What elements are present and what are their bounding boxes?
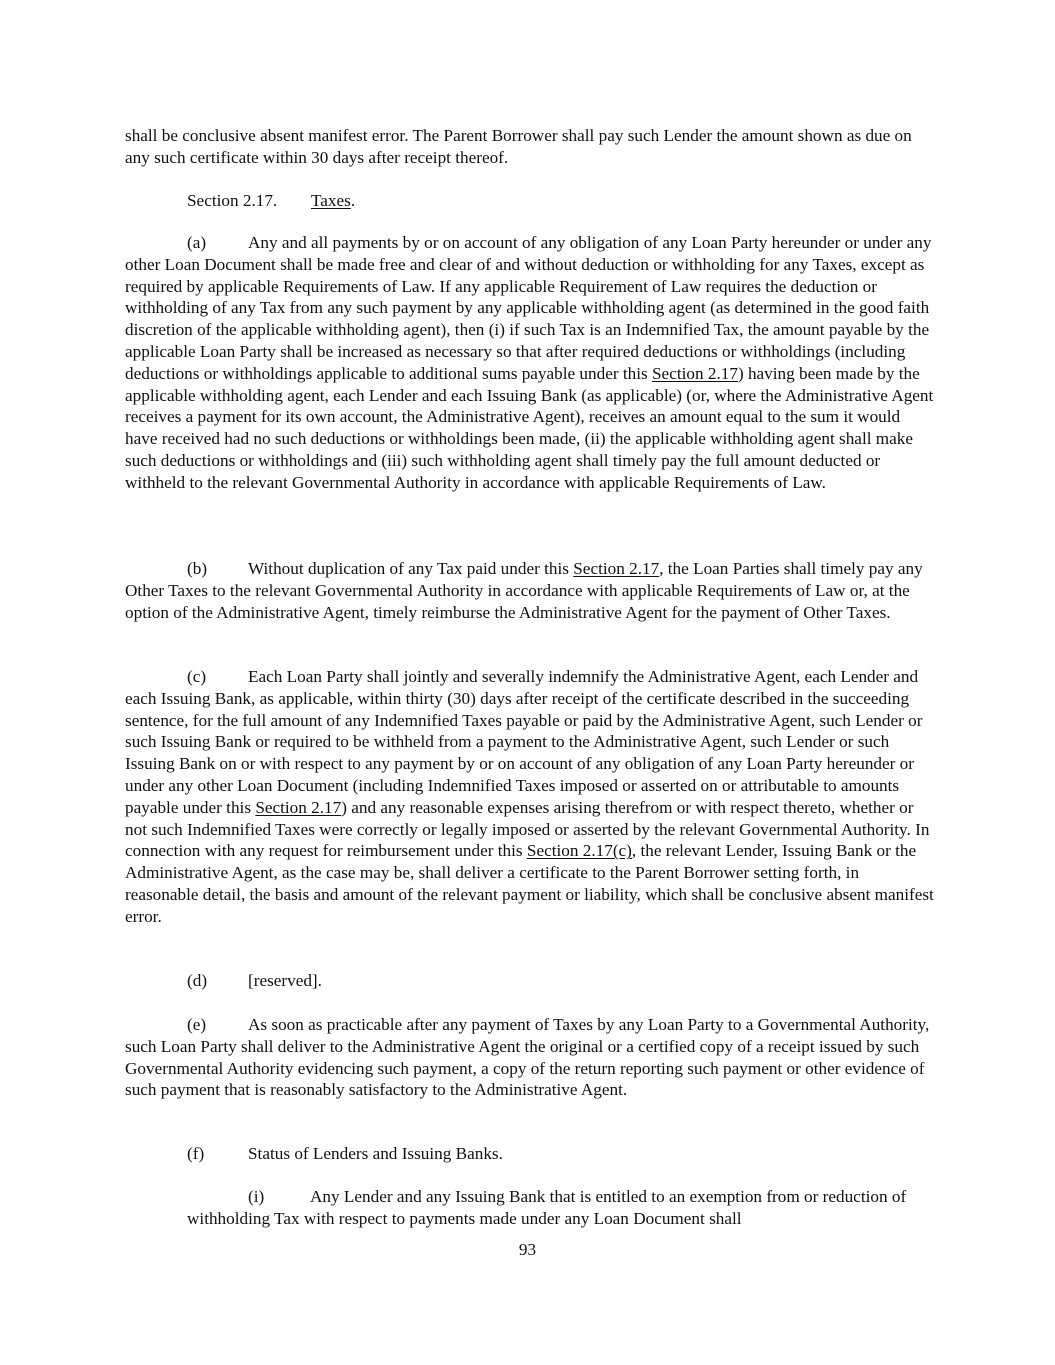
paragraph-f-i-text: Any Lender and any Issuing Bank that is entitled to an exemption from or reduction of withholding Tax with respect to payments made under any Loan Document shall bbox=[187, 1187, 907, 1228]
continuation-text: shall be conclusive absent manifest error. The Parent Borrower shall pay such Lender the amount shown as due on any such certificate within 30 days after receipt thereof. bbox=[125, 126, 912, 167]
paragraph-f-i-label: (i) bbox=[248, 1187, 265, 1206]
paragraph-f-label: (f) bbox=[187, 1144, 205, 1163]
paragraph-c-text-2: ) and any reasonable expenses arising therefrom or with respect thereto, whether or not such Indemnified Taxes were correctly or legally imposed or asserted by the relevant Governmental Authority. In connection with any request for reimbursement under this bbox=[125, 797, 930, 861]
section-2-17-reference: Section 2.17 bbox=[652, 363, 738, 383]
paragraph-e bbox=[125, 1014, 935, 1101]
paragraph-b bbox=[125, 558, 935, 623]
paragraph-d-text: [reserved]. bbox=[248, 971, 322, 990]
paragraph-a-text-1: Any and all payments by or on account of any obligation of any Loan Party hereunder or under any other Loan Document shall be made free and clear of and without deduction or withholding for any Taxes, except as required by applicable Requirements of Law. If any applicable Requirement of Law requires the deduction or withholding of any Tax from any such payment by any applicable withholding agent (as determined in the good faith discretion of the applicable withholding agent), then (i) if such Tax is an Indemnified Tax, the amount payable by the applicable Loan Party shall be increased as necessary so that after required deductions or withholdings (including deductions or withholdings applicable to additional sums payable under this bbox=[125, 233, 932, 383]
paragraph-f bbox=[187, 1143, 787, 1165]
paragraph-d-label: (d) bbox=[187, 971, 208, 990]
section-number: Section 2.17. bbox=[187, 191, 278, 210]
paragraph-c-text-1: Each Loan Party shall jointly and severally indemnify the Administrative Agent, each Lender and each Issuing Bank, as applicable, within thirty (30) days after receipt of the certificate described in the succeeding sentence, for the full amount of any Indemnified Taxes payable or paid by the Administrative Agent, such Lender or such Issuing Bank or required to be withheld from a payment to the Administrative Agent, such Lender or such Issuing Bank on or with respect to any payment by or on account of any obligation of any Loan Party hereunder or under any other Loan Document (including Indemnified Taxes imposed or asserted on or attributable to amounts payable under this bbox=[125, 667, 923, 817]
paragraph-f-i bbox=[187, 1186, 935, 1230]
section-title-period: . bbox=[350, 191, 356, 210]
paragraph-a-label: (a) bbox=[187, 233, 207, 252]
section-title: Taxes bbox=[311, 191, 351, 210]
paragraph-a bbox=[125, 232, 935, 494]
continuation-paragraph bbox=[125, 125, 935, 169]
paragraph-d bbox=[187, 970, 787, 992]
section-2-17-reference: Section 2.17 bbox=[255, 797, 342, 817]
paragraph-b-text-1: Without duplication of any Tax paid under this bbox=[248, 559, 574, 578]
page-number: 93 bbox=[518, 1240, 537, 1259]
section-2-17-reference: Section 2.17 bbox=[573, 559, 660, 578]
paragraph-c-label: (c) bbox=[187, 667, 207, 686]
paragraph-c-text-3: , the relevant Lender, Issuing Bank or the Administrative Agent, as the case may be, shall deliver a certificate to the Parent Borrower setting forth, in reasonable detail, the basis and amount of the relevant payment or liability, which shall be conclusive absent manifest error. bbox=[125, 841, 934, 926]
paragraph-e-label: (e) bbox=[187, 1015, 207, 1034]
paragraph-f-text: Status of Lenders and Issuing Banks. bbox=[248, 1144, 503, 1163]
paragraph-b-label: (b) bbox=[187, 559, 208, 578]
section-2-17c-reference: Section 2.17(c) bbox=[526, 841, 632, 861]
paragraph-e-text: As soon as practicable after any payment of Taxes by any Loan Party to a Governmental Authority, such Loan Party shall deliver to the Administrative Agent the original or a certified copy of a receipt issued by such Governmental Authority evidencing such payment, a copy of the return reporting such payment or other evidence of such payment that is reasonably satisfactory to the Administrative Agent. bbox=[125, 1015, 930, 1100]
paragraph-c bbox=[125, 666, 935, 928]
paragraph-a-text-2: ) having been made by the applicable withholding agent, each Lender and each Issuing Bank (as applicable) (or, where the Administrative Agent receives a payment for its own account, the Administrative Agent), receives an amount equal to the sum it would have received had no such deductions or withholdings been made, (ii) the applicable withholding agent shall make such deductions or withholdings and (iii) such withholding agent shall timely pay the full amount deducted or withheld to the relevant Governmental Authority in accordance with applicable Requirements of Law. bbox=[125, 363, 934, 492]
section-heading bbox=[187, 190, 787, 212]
paragraph-b-text-2: , the Loan Parties shall timely pay any Other Taxes to the relevant Governmental Authority in accordance with applicable Requirements of Law or, at the option of the Administrative Agent, timely reimburse the Administrative Agent for the payment of Other Taxes. bbox=[125, 559, 923, 622]
